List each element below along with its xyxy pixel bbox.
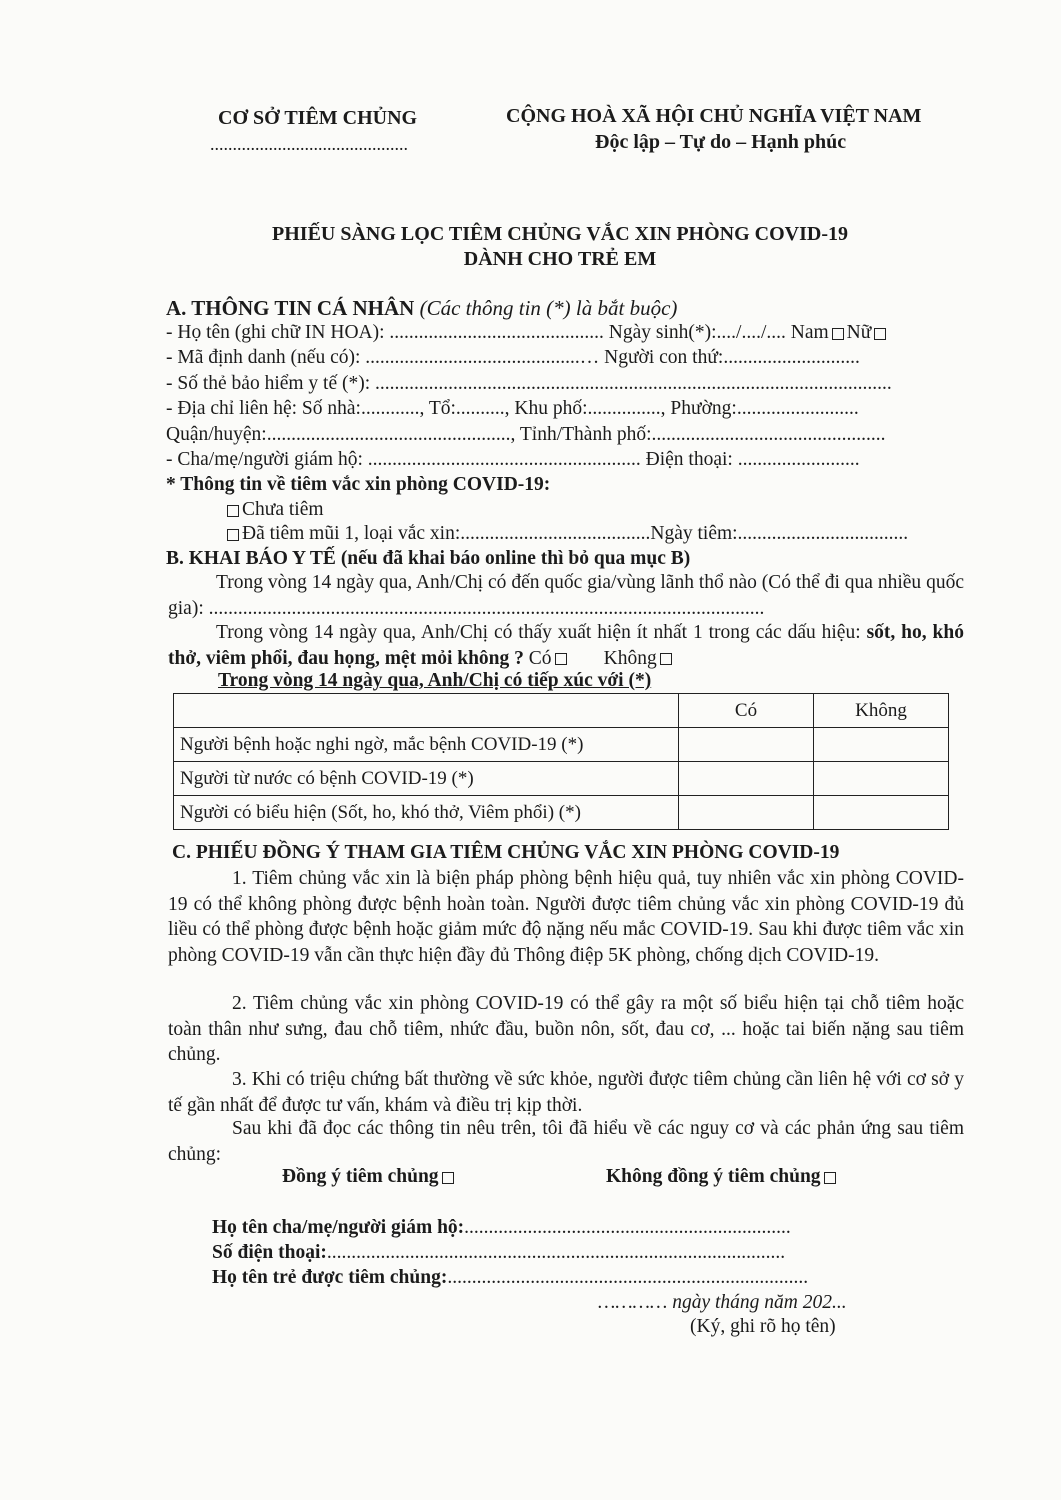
district-line[interactable]: Quận/huyện:.................................................., Tỉnh/Thành phố:................................................	[166, 424, 886, 445]
dose1-label: Đã tiêm mũi 1, loại vắc xin:.......................................Ngày tiêm:...................................	[242, 523, 909, 544]
table-cell-no[interactable]	[814, 728, 949, 762]
id-line[interactable]: - Mã định danh (nếu có): ............................................… Người con thứ:............................	[166, 347, 860, 368]
symptom-list: sốt, ho, khó thở, viêm phổi, đau họng, mệt mỏi không ?	[168, 622, 965, 669]
phone-field[interactable]	[212, 1242, 785, 1264]
agree-label: Đồng ý tiêm chủng	[282, 1166, 439, 1187]
table-row	[174, 762, 949, 796]
consent-paragraph-2: 2. Tiêm chủng vắc xin phòng COVID-19 có thể gây ra một số biểu hiện tại chỗ tiêm hoặc toàn thân như sưng, đau chỗ tiêm, nhức đầu, buồn nôn, sốt, đau cơ, ... hoặc tai biến nặng sau tiêm chủng.	[168, 993, 964, 1065]
consent-paragraph-1: 1. Tiêm chủng vắc xin là biện pháp phòng bệnh hiệu quả, tuy nhiên vắc xin phòng COVID-19 có thể không phòng được bệnh hoàn toàn. Người được tiêm chủng vắc xin phòng COVID-19 đủ liều có thể phòng được bệnh hoặc giảm mức độ nặng nếu mắc COVID-19. Sau khi được tiêm vắc xin phòng COVID-19 vẫn cần thực hiện đầy đủ Thông điệp 5K phòng, chống dịch COVID-19.	[168, 868, 964, 966]
agree-option[interactable]	[282, 1166, 457, 1188]
guardian-line[interactable]: - Cha/mẹ/người giám hộ: ........................................................ Điện thoại: .........................	[166, 449, 860, 470]
table-header-yes: Có	[679, 694, 814, 728]
section-a-note: (Các thông tin (*) là bắt buộc)	[419, 296, 678, 320]
section-c-heading: C. PHIẾU ĐỒNG Ý THAM GIA TIÊM CHỦNG VẮC XIN PHÒNG COVID-19	[172, 842, 840, 863]
table-row	[174, 796, 949, 830]
dose1-checkbox[interactable]	[227, 529, 239, 541]
country-title: CỘNG HOÀ XÃ HỘI CHỦ NGHĨA VIỆT NAM	[506, 105, 922, 127]
table-row	[174, 728, 949, 762]
table-header-no: Không	[814, 694, 949, 728]
dose1-option[interactable]	[224, 523, 908, 545]
table-cell-no[interactable]	[814, 796, 949, 830]
symptom-question[interactable]	[168, 620, 964, 671]
not-vaccinated-checkbox[interactable]	[227, 505, 239, 517]
child-name-label: Họ tên trẻ được tiêm chủng:	[212, 1267, 448, 1288]
child-name-dots[interactable]: ..........................................................................	[447, 1267, 809, 1288]
consent-paragraph-4: Sau khi đã đọc các thông tin nêu trên, tôi đã hiểu về các nguy cơ và các phản ứng sau tiêm chủng:	[168, 1118, 964, 1165]
male-checkbox[interactable]	[832, 328, 844, 340]
table-header-empty	[174, 694, 679, 728]
section-b-heading: B. KHAI BÁO Y TẾ (nếu đã khai báo online thì bỏ qua mục B)	[166, 548, 691, 569]
vaccine-info-heading: * Thông tin về tiêm vắc xin phòng COVID-19:	[166, 474, 551, 495]
table-cell-yes[interactable]	[679, 762, 814, 796]
guardian-name-label: Họ tên cha/mẹ/người giám hộ:	[212, 1217, 465, 1238]
consent-paragraph-3: 3. Khi có triệu chứng bất thường về sức khỏe, người được tiêm chủng cần liên hệ với cơ sở y tế gần nhất để được tư vấn, khám và điều trị kịp thời.	[168, 1069, 964, 1116]
symptom-yes-checkbox[interactable]	[555, 653, 567, 665]
table-row-label: Người từ nước có bệnh COVID-19 (*)	[174, 762, 679, 796]
facility-dots[interactable]: ............................................	[210, 134, 408, 154]
name-dob-text: - Họ tên (ghi chữ IN HOA): ............................................ Ngày sinh(*):..../..../.... Nam	[166, 322, 829, 343]
symptom-yes-label: Có	[528, 647, 552, 669]
address-line[interactable]: - Địa chỉ liên hệ: Số nhà:............, Tổ:.........., Khu phố:..............., Phường:.........................	[166, 398, 859, 419]
insurance-line[interactable]: - Số thẻ bảo hiểm y tế (*): ..........................................................................................................	[166, 373, 892, 394]
phone-dots[interactable]: ..............................................................................................	[326, 1242, 786, 1263]
guardian-name-field[interactable]	[212, 1217, 791, 1239]
symptom-no-checkbox[interactable]	[660, 653, 672, 665]
not-vaccinated-option[interactable]	[224, 499, 324, 521]
date-line[interactable]: ………… ngày tháng năm 202...	[598, 1292, 847, 1313]
table-cell-no[interactable]	[814, 762, 949, 796]
section-a-heading	[166, 296, 677, 321]
table-cell-yes[interactable]	[679, 728, 814, 762]
motto: Độc lập – Tự do – Hạnh phúc	[595, 131, 847, 153]
female-label: Nữ	[846, 322, 872, 343]
phone-label: Số điện thoại:	[212, 1242, 327, 1263]
contact-table	[173, 693, 949, 830]
table-row-label: Người có biểu hiện (Sốt, ho, khó thở, Viêm phổi) (*)	[174, 796, 679, 830]
signature-note: (Ký, ghi rõ họ tên)	[690, 1316, 836, 1337]
disagree-option[interactable]	[606, 1166, 839, 1188]
disagree-checkbox[interactable]	[824, 1172, 836, 1184]
female-checkbox[interactable]	[874, 328, 886, 340]
disagree-label: Không đồng ý tiêm chủng	[606, 1166, 821, 1187]
section-a-title: A. THÔNG TIN CÁ NHÂN	[166, 296, 415, 320]
travel-question[interactable]: Trong vòng 14 ngày qua, Anh/Chị có đến quốc gia/vùng lãnh thổ nào (Có thể đi qua nhiều quốc gia): ..................................................................................................................	[168, 572, 964, 619]
agree-checkbox[interactable]	[442, 1172, 454, 1184]
guardian-name-dots[interactable]: ...................................................................	[464, 1217, 791, 1238]
symptom-no-label: Không	[603, 647, 657, 669]
child-name-field[interactable]	[212, 1267, 808, 1289]
table-row-label: Người bệnh hoặc nghi ngờ, mắc bệnh COVID-19 (*)	[174, 728, 679, 762]
table-header-row	[174, 694, 949, 728]
table-cell-yes[interactable]	[679, 796, 814, 830]
name-line[interactable]	[166, 322, 889, 344]
contact-heading: Trong vòng 14 ngày qua, Anh/Chị có tiếp xúc với (*)	[218, 670, 652, 691]
form-title-line1: PHIẾU SÀNG LỌC TIÊM CHỦNG VẮC XIN PHÒNG COVID-19	[272, 223, 848, 245]
symptom-question-text: Trong vòng 14 ngày qua, Anh/Chị có thấy xuất hiện ít nhất 1 trong các dấu hiệu:	[216, 622, 861, 643]
form-title-line2: DÀNH CHO TRẺ EM	[463, 248, 657, 270]
facility-title: CƠ SỞ TIÊM CHỦNG	[218, 107, 418, 129]
not-vaccinated-label: Chưa tiêm	[242, 499, 324, 520]
